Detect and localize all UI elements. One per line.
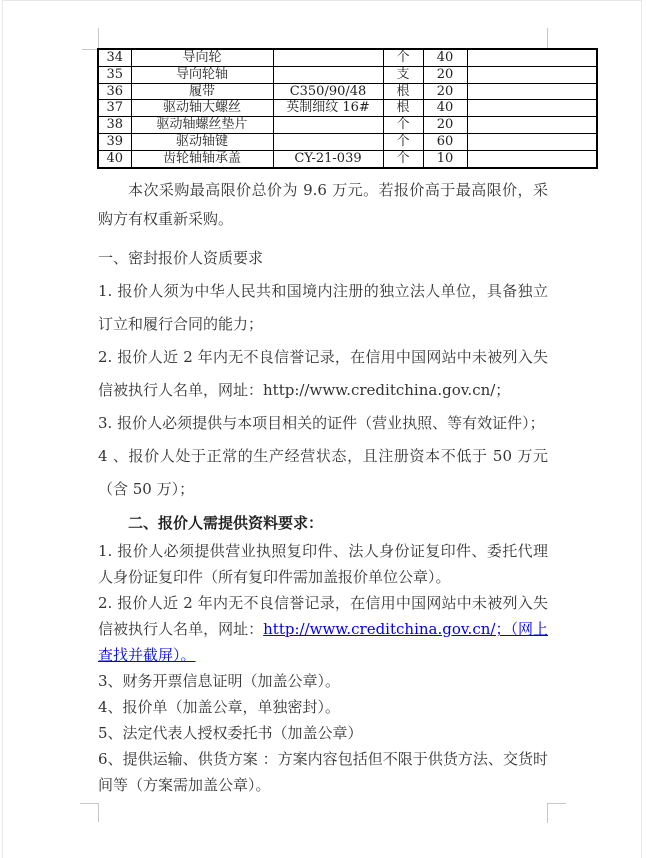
cell-name: 驱动轴键 [131,133,273,150]
material-item-2-text: 2. 报价人近 2 年内无不良信誉记录，在信用中国网站中未被列入失信被执行人名单，网址： [98,594,548,638]
table-row [98,133,597,150]
cell-no: 36 [98,83,131,100]
cell-unit: 个 [383,150,423,167]
cell-spec: 英制细纹 16# [273,100,383,117]
material-item-4: 4、报价单（加盖公章，单独密封）。 [98,698,341,716]
table-row [98,49,597,66]
material-item-2 [98,590,548,668]
heading-required-materials: 二、报价人需提供资料要求： [128,514,324,532]
max-price-paragraph: 本次采购最高限价总价为 9.6 万元。若报价高于最高限价，采购方有权重新采购。 [98,181,548,228]
margin-mark-top-right [547,28,566,50]
heading-qualification-requirements: 一、密封报价人资质要求 [98,249,264,267]
table-row [98,100,597,117]
parts-table [97,48,598,169]
cell-qty: 20 [423,83,467,100]
cell-note [467,66,597,83]
cell-no: 34 [98,49,131,66]
qualification-item-1: 1. 报价人须为中华人民共和国境内注册的独立法人单位，具备独立订立和履行合同的能力； [98,282,548,333]
cell-no: 39 [98,133,131,150]
page-edge-right [641,0,642,858]
cell-qty: 20 [423,66,467,83]
cell-note [467,150,597,167]
material-item-3: 3、财务开票信息证明（加盖公章）。 [98,672,341,690]
creditchina-link[interactable]: http://www.creditchina.gov.cn/；（网上查找并截屏）。 [98,620,548,664]
cell-note [467,100,597,117]
cell-unit: 个 [383,117,423,134]
cell-qty: 10 [423,150,467,167]
material-item-6: 6、提供运输、供货方案 ：方案内容包括但不限于供货方法、交货时间等（方案需加盖公章）。 [98,750,548,794]
cell-no: 40 [98,150,131,167]
cell-unit: 个 [383,49,423,66]
cell-spec [273,117,383,134]
cell-spec: CY-21-039 [273,150,383,167]
cell-name: 驱动轴螺丝垫片 [131,117,273,134]
cell-name: 履带 [131,83,273,100]
cell-spec: C350/90/48 [273,83,383,100]
cell-no: 35 [98,66,131,83]
cell-name: 导向轮轴 [131,66,273,83]
page-edge-left [2,0,3,858]
cell-name: 驱动轴大螺丝 [131,100,273,117]
cell-note [467,133,597,150]
cell-unit: 个 [383,133,423,150]
cell-name: 齿轮轴轴承盖 [131,150,273,167]
margin-mark-bottom-right [547,803,566,823]
cell-unit: 根 [383,100,423,117]
cell-no: 37 [98,100,131,117]
cell-qty: 40 [423,49,467,66]
qualification-item-4: 4 、报价人处于正常的生产经营状态，且注册资本不低于 50 万元（含 50 万）； [98,447,548,498]
qualification-item-2: 2. 报价人近 2 年内无不良信誉记录，在信用中国网站中未被列入失信被执行人名单，网址：http://www.creditchina.gov.cn/； [98,348,548,399]
qualification-item-3: 3. 报价人必须提供与本项目相关的证件（营业执照、等有效证件）； [98,414,545,432]
cell-name: 导向轮 [131,49,273,66]
cell-qty: 20 [423,117,467,134]
margin-mark-top-left [82,28,99,50]
table-row [98,66,597,83]
table-row [98,150,597,167]
section-qualifications [98,176,548,538]
document-body [98,176,548,798]
margin-mark-bottom-left [80,803,99,822]
table-row [98,117,597,134]
cell-note [467,49,597,66]
cell-spec [273,66,383,83]
cell-spec [273,133,383,150]
cell-unit: 根 [383,83,423,100]
cell-qty: 40 [423,100,467,117]
cell-no: 38 [98,117,131,134]
cell-note [467,83,597,100]
material-item-5: 5、法定代表人授权委托书（加盖公章） [98,724,363,742]
cell-note [467,117,597,134]
cell-unit: 支 [383,66,423,83]
material-item-1: 1. 报价人必须提供营业执照复印件、法人身份证复印件、委托代理人身份证复印件（所有复印件需加盖报价单位公章）。 [98,542,548,586]
table-row [98,83,597,100]
cell-qty: 60 [423,133,467,150]
section-materials [98,538,548,798]
cell-spec [273,49,383,66]
page-edge-top [2,0,642,1]
